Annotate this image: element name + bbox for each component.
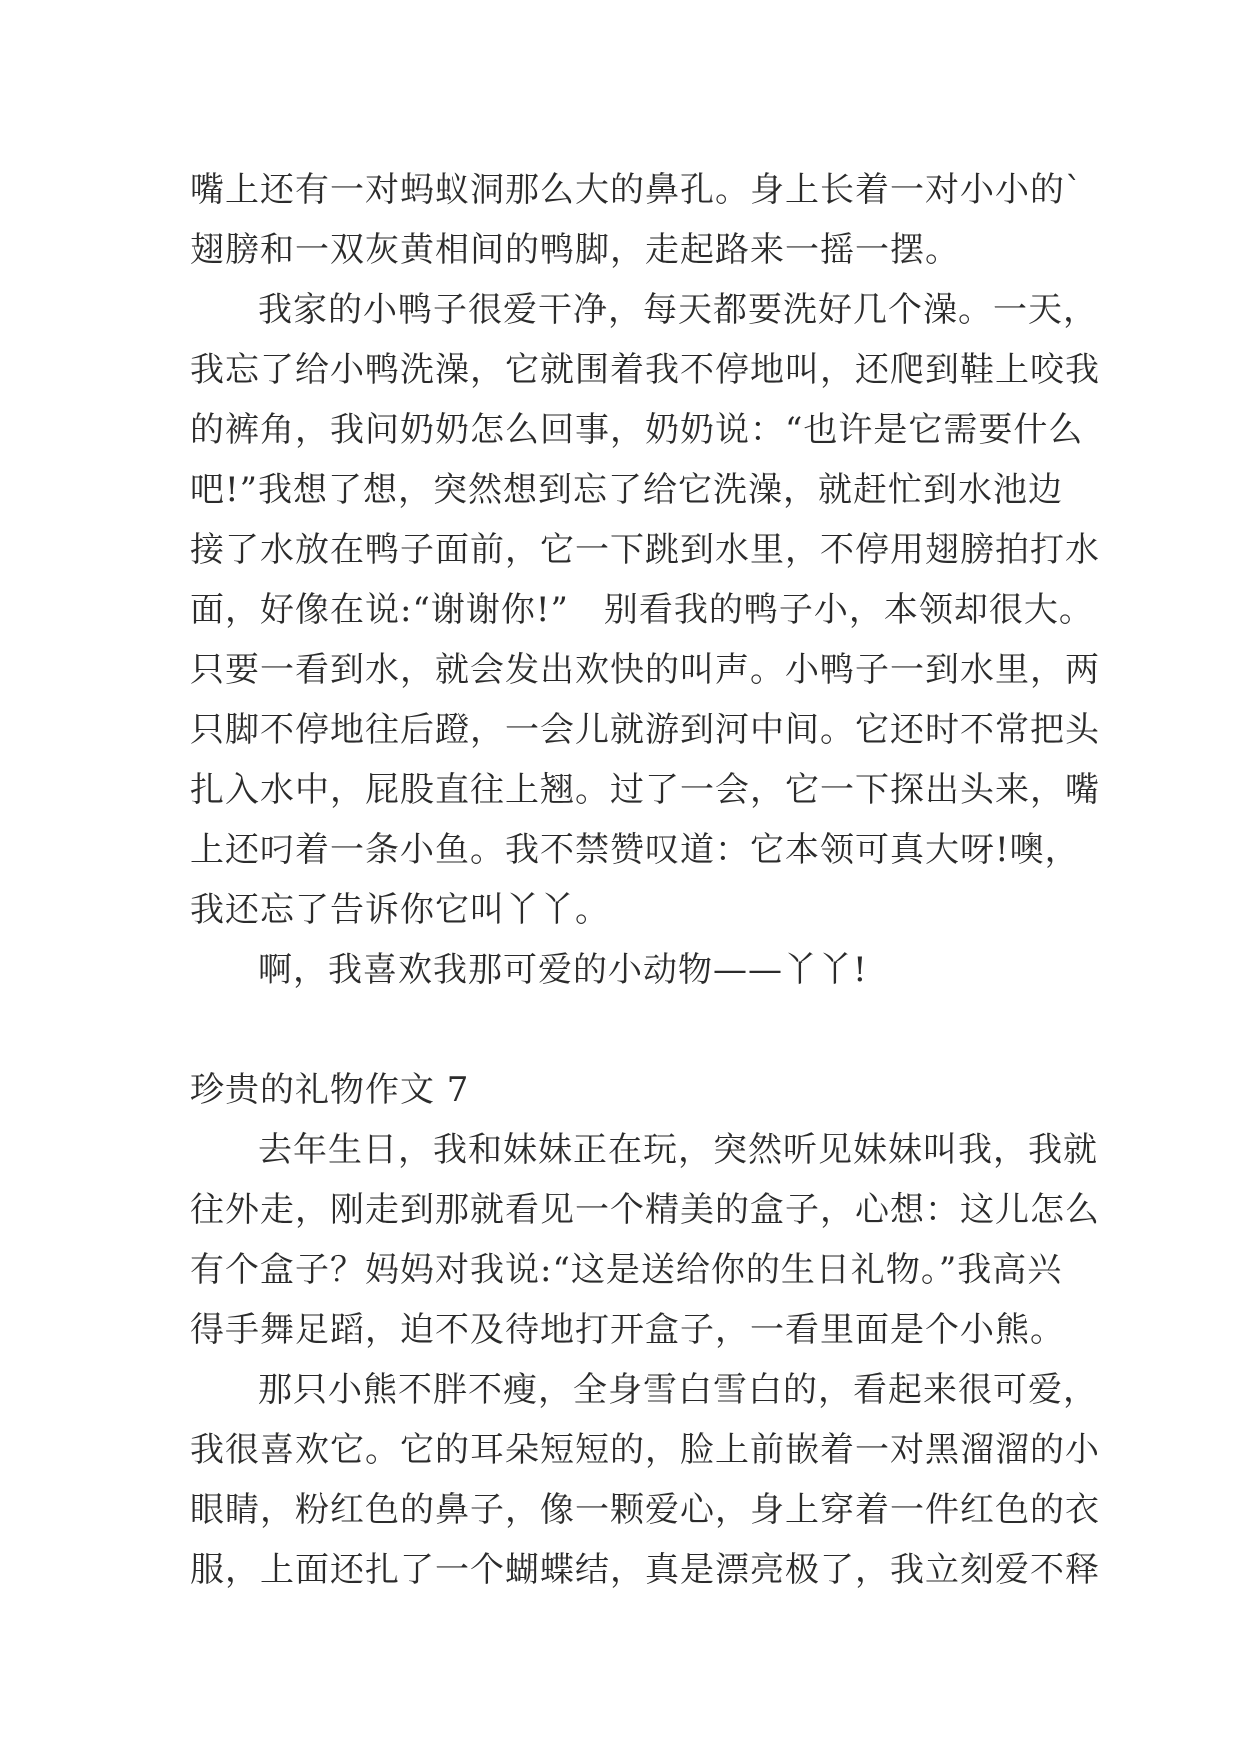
paragraph-birthday-gift (190, 1120, 1100, 1360)
text-line: 接了水放在鸭子面前，它一下跳到水里，不停用翅膀拍打水 (190, 530, 1100, 570)
text-line: 吧!”我想了想，突然想到忘了给它洗澡，就赶忙到水池边 (190, 470, 1064, 510)
text-line: 我家的小鸭子很爱干净，每天都要洗好几个澡。一天， (258, 290, 1098, 330)
text-line: 我忘了给小鸭洗澡，它就围着我不停地叫，还爬到鞋上咬我 (190, 350, 1100, 390)
text-line: 只要一看到水，就会发出欢快的叫声。小鸭子一到水里，两 (190, 650, 1100, 690)
text-line: 翅膀和一双灰黄相间的鸭脚，走起路来一摇一摆。 (190, 230, 960, 270)
text-line: 上还叼着一条小鱼。我不禁赞叹道：它本领可真大呀!噢， (190, 830, 1080, 870)
section-spacer (190, 1000, 1070, 1060)
text-line: 啊，我喜欢我那可爱的小动物——丫丫! (258, 950, 868, 990)
text-line: 嘴上还有一对蚂蚁洞那么大的鼻孔。身上长着一对小小的` (190, 170, 1083, 210)
text-line: 去年生日，我和妹妹正在玩，突然听见妹妹叫我，我就 (258, 1130, 1098, 1170)
text-line: 服，上面还扎了一个蝴蝶结，真是漂亮极了，我立刻爱不释 (190, 1550, 1100, 1590)
paragraph-duck-bath (190, 280, 1100, 940)
text-line: 我很喜欢它。它的耳朵短短的，脸上前嵌着一对黑溜溜的小 (190, 1430, 1100, 1470)
document-body (190, 160, 1100, 1600)
text-line: 眼睛，粉红色的鼻子，像一颗爱心，身上穿着一件红色的衣 (190, 1490, 1100, 1530)
text-line: 往外走，刚走到那就看见一个精美的盒子，心想：这儿怎么 (190, 1190, 1100, 1230)
paragraph-duck-conclusion (190, 940, 1070, 1000)
text-line: 我还忘了告诉你它叫丫丫。 (190, 890, 610, 930)
text-line: 得手舞足蹈，迫不及待地打开盒子，一看里面是个小熊。 (190, 1310, 1065, 1350)
paragraph-bear-description (190, 1360, 1100, 1600)
text-line: 扎入水中，屁股直往上翘。过了一会，它一下探出头来，嘴 (190, 770, 1100, 810)
text-line: 那只小熊不胖不瘦，全身雪白雪白的，看起来很可爱， (258, 1370, 1098, 1410)
essay-title: 珍贵的礼物作文 7 (190, 1070, 470, 1110)
paragraph-duck-appearance (190, 160, 1083, 280)
text-line: 的裤角，我问奶奶怎么回事，奶奶说：“也许是它需要什么 (190, 410, 1084, 450)
text-line: 面，好像在说:“谢谢你!” 别看我的鸭子小，本领却很大。 (190, 590, 1094, 630)
text-line: 有个盒子？妈妈对我说:“这是送给你的生日礼物。”我高兴 (190, 1250, 1063, 1290)
text-line: 只脚不停地往后蹬，一会儿就游到河中间。它还时不常把头 (190, 710, 1100, 750)
